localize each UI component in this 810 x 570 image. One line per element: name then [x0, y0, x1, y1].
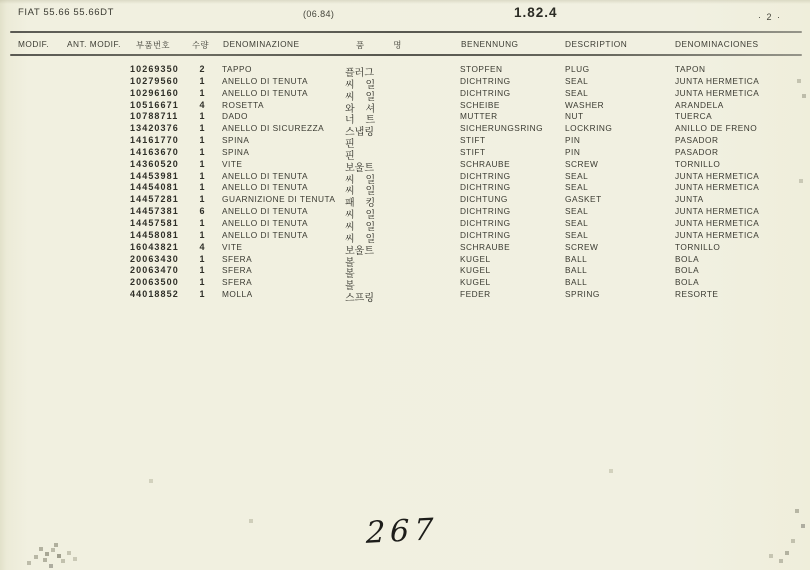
cell-denominaciones: PASADOR [675, 135, 719, 146]
cell-description: SEAL [565, 170, 589, 181]
cell-part-no: 16043821 [130, 241, 179, 252]
cell-denominaciones: JUNTA HERMETICA [675, 229, 760, 240]
cell-denominaciones: ARANDELA [675, 99, 724, 110]
cell-denominaciones: JUNTA [675, 194, 704, 205]
table-row [0, 99, 810, 115]
cell-qty: 1 [199, 217, 205, 228]
cell-benennung: STIFT [460, 146, 486, 157]
table-row [0, 277, 810, 293]
cell-qty: 1 [199, 182, 205, 193]
table-row [0, 87, 810, 103]
cell-description: SEAL [565, 206, 589, 217]
cell-description: SCREW [565, 158, 599, 169]
cell-name-kr: 핀 [345, 139, 355, 151]
column-header-ant-modif: ANT. MODIF. [67, 39, 121, 49]
cell-part-no: 10788711 [130, 111, 179, 122]
column-header-benennung: BENENNUNG [461, 39, 519, 49]
cell-part-no: 20063500 [130, 277, 179, 288]
table-row [0, 135, 810, 151]
column-header-quantity: 수량 [192, 40, 210, 50]
cell-part-no: 20063430 [130, 253, 179, 264]
cell-benennung: DICHTRING [460, 206, 511, 217]
cell-description: LOCKRING [565, 123, 613, 134]
cell-qty: 1 [199, 170, 205, 181]
cell-denominazione: ANELLO DI SICUREZZA [222, 123, 325, 134]
cell-part-no: 10296160 [130, 87, 179, 98]
cell-denominazione: SPINA [222, 135, 250, 146]
cell-name-kr: 씨 일 [345, 233, 376, 245]
cell-qty: 2 [199, 64, 205, 74]
table-row [0, 194, 810, 210]
cell-denominazione: ROSETTA [222, 99, 265, 110]
cell-name-kr: 보울트 [345, 245, 374, 257]
cell-part-no: 14457281 [130, 194, 179, 205]
cell-denominazione: SFERA [222, 253, 253, 264]
cell-part-no: 44018852 [130, 289, 179, 300]
cell-part-no: 14457581 [130, 217, 179, 228]
table-row [0, 206, 810, 222]
section-number: 1.82.4 [514, 5, 558, 20]
table-row [0, 253, 810, 269]
cell-denominazione: ANELLO DI TENUTA [222, 182, 309, 193]
cell-name-kr: 볼 [345, 269, 355, 281]
header-top-rule [10, 31, 802, 33]
table-row [0, 64, 810, 79]
table-row [0, 146, 810, 162]
cell-part-no: 14454081 [130, 182, 179, 193]
cell-description: SCREW [565, 241, 599, 252]
cell-name-kr: 씨 일 [345, 221, 376, 233]
cell-benennung: MUTTER [460, 111, 498, 122]
cell-name-kr: 와 셔 [345, 103, 376, 115]
cell-description: BALL [565, 253, 588, 264]
cell-name-kr: 패 킹 [345, 198, 376, 210]
table-row [0, 75, 810, 91]
cell-part-no: 14453981 [130, 170, 179, 181]
cell-part-no: 14457381 [130, 206, 179, 217]
cell-denominazione: ANELLO DI TENUTA [222, 87, 309, 98]
cell-part-no: 10516671 [130, 99, 179, 110]
column-header-description: DESCRIPTION [565, 39, 628, 49]
table-row [0, 265, 810, 281]
cell-benennung: DICHTUNG [460, 194, 508, 205]
cell-description: PIN [565, 135, 581, 146]
cell-benennung: DICHTRING [460, 182, 511, 193]
cell-description: GASKET [565, 194, 602, 205]
cell-denominazione: ANELLO DI TENUTA [222, 170, 309, 181]
cell-denominaciones: PASADOR [675, 146, 719, 157]
cell-benennung: STIFT [460, 135, 486, 146]
cell-denominaciones: TORNILLO [675, 158, 721, 169]
table-row [0, 170, 810, 186]
handwritten-page-number: 267 [365, 512, 439, 551]
cell-part-no: 20063470 [130, 265, 179, 276]
table-row [0, 241, 810, 257]
cell-part-no: 14161770 [130, 135, 179, 146]
cell-name-kr: 플러그 [345, 68, 374, 79]
cell-part-no: 14163670 [130, 146, 179, 157]
column-header-denominazione: DENOMINAZIONE [223, 39, 300, 49]
cell-benennung: SCHEIBE [460, 99, 500, 110]
cell-name-kr: 씨 일 [345, 210, 376, 222]
cell-denominaciones: JUNTA HERMETICA [675, 206, 760, 217]
table-row [0, 217, 810, 233]
cell-denominazione: SPINA [222, 146, 250, 157]
cell-name-kr: 보울트 [345, 162, 374, 174]
cell-qty: 1 [199, 75, 205, 86]
cell-denominaciones: BOLA [675, 265, 700, 276]
cell-denominazione: MOLLA [222, 289, 253, 300]
cell-description: WASHER [565, 99, 605, 110]
cell-description: SPRING [565, 289, 600, 300]
parts-table [0, 64, 810, 305]
cell-description: SEAL [565, 87, 589, 98]
cell-denominazione: SFERA [222, 277, 253, 288]
cell-part-no: 10279560 [130, 75, 179, 86]
cell-denominaciones: JUNTA HERMETICA [675, 75, 760, 86]
table-row [0, 289, 810, 305]
column-header-part-number: 부품번호 [136, 40, 171, 50]
cell-description: BALL [565, 277, 588, 288]
cell-denominaciones: TORNILLO [675, 241, 721, 252]
cell-denominazione: ANELLO DI TENUTA [222, 206, 309, 217]
header-bottom-rule [10, 54, 802, 56]
cell-denominazione: VITE [222, 158, 243, 169]
cell-name-kr: 씨 일 [345, 174, 376, 186]
cell-benennung: DICHTRING [460, 217, 511, 228]
cell-denominaciones: TUERCA [675, 111, 713, 122]
table-row [0, 158, 810, 174]
cell-description: SEAL [565, 229, 589, 240]
cell-qty: 1 [199, 229, 205, 240]
cell-description: PIN [565, 146, 581, 157]
page-marker: · 2 · [758, 12, 782, 22]
cell-description: SEAL [565, 217, 589, 228]
cell-benennung: SCHRAUBE [460, 158, 511, 169]
cell-qty: 1 [199, 146, 205, 157]
cell-name-kr: 씨 일 [345, 186, 376, 198]
edition-date: (06.84) [303, 9, 335, 19]
cell-denominazione: DADO [222, 111, 248, 122]
cell-denominazione: TAPPO [222, 64, 253, 74]
cell-qty: 1 [199, 87, 205, 98]
cell-description: SEAL [565, 182, 589, 193]
cell-name-kr: 볼 [345, 281, 355, 293]
cell-qty: 4 [199, 241, 205, 252]
cell-name-kr: 너 트 [345, 115, 376, 127]
cell-benennung: FEDER [460, 289, 491, 300]
cell-benennung: KUGEL [460, 253, 491, 264]
cell-denominaciones: BOLA [675, 277, 700, 288]
table-row [0, 229, 810, 245]
cell-denominaciones: RESORTE [675, 289, 719, 300]
cell-denominazione: ANELLO DI TENUTA [222, 75, 309, 86]
cell-benennung: STOPFEN [460, 64, 503, 74]
cell-qty: 1 [199, 135, 205, 146]
cell-name-kr: 씨 일 [345, 91, 376, 103]
cell-denominazione: VITE [222, 241, 243, 252]
cell-benennung: SCHRAUBE [460, 241, 511, 252]
cell-benennung: KUGEL [460, 265, 491, 276]
cell-description: NUT [565, 111, 584, 122]
cell-benennung: DICHTRING [460, 170, 511, 181]
cell-part-no: 14360520 [130, 158, 179, 169]
scan-noise [0, 0, 2, 2]
cell-benennung: DICHTRING [460, 87, 511, 98]
cell-denominaciones: TAPON [675, 64, 706, 74]
cell-qty: 1 [199, 265, 205, 276]
cell-name-kr: 스프링 [345, 293, 374, 305]
cell-denominazione: ANELLO DI TENUTA [222, 229, 309, 240]
cell-part-no: 10269350 [130, 64, 179, 74]
cell-benennung: SICHERUNGSRING [460, 123, 544, 134]
table-column-headers [0, 39, 810, 53]
cell-qty: 1 [199, 253, 205, 264]
cell-qty: 1 [199, 277, 205, 288]
cell-qty: 1 [199, 123, 205, 134]
cell-denominazione: SFERA [222, 265, 253, 276]
cell-benennung: DICHTRING [460, 75, 511, 86]
cell-denominaciones: JUNTA HERMETICA [675, 87, 760, 98]
cell-denominaciones: JUNTA HERMETICA [675, 182, 760, 193]
cell-part-no: 14458081 [130, 229, 179, 240]
table-row [0, 182, 810, 198]
cell-description: SEAL [565, 75, 589, 86]
column-header-modif: MODIF. [18, 39, 50, 49]
cell-qty: 1 [199, 289, 205, 300]
column-header-denominaciones: DENOMINACIONES [675, 39, 759, 49]
cell-name-kr: 스냅링 [345, 127, 374, 139]
cell-denominaciones: JUNTA HERMETICA [675, 217, 760, 228]
cell-denominazione: ANELLO DI TENUTA [222, 217, 309, 228]
cell-qty: 1 [199, 194, 205, 205]
cell-denominazione: GUARNIZIONE DI TENUTA [222, 194, 336, 205]
cell-qty: 1 [199, 111, 205, 122]
cell-qty: 1 [199, 158, 205, 169]
cell-benennung: DICHTRING [460, 229, 511, 240]
table-row [0, 111, 810, 127]
cell-name-kr: 핀 [345, 150, 355, 162]
cell-qty: 6 [199, 206, 205, 217]
cell-part-no: 13420376 [130, 123, 179, 134]
cell-denominaciones: JUNTA HERMETICA [675, 170, 760, 181]
cell-benennung: KUGEL [460, 277, 491, 288]
document-title: FIAT 55.66 55.66DT [18, 7, 114, 18]
cell-name-kr: 볼 [345, 257, 355, 269]
cell-description: PLUG [565, 64, 590, 74]
column-header-korean-name: 품 명 [356, 40, 402, 50]
table-row [0, 123, 810, 139]
cell-qty: 4 [199, 99, 205, 110]
cell-denominaciones: ANILLO DE FRENO [675, 123, 758, 134]
cell-description: BALL [565, 265, 588, 276]
cell-name-kr: 씨 일 [345, 79, 376, 91]
cell-denominaciones: BOLA [675, 253, 700, 264]
